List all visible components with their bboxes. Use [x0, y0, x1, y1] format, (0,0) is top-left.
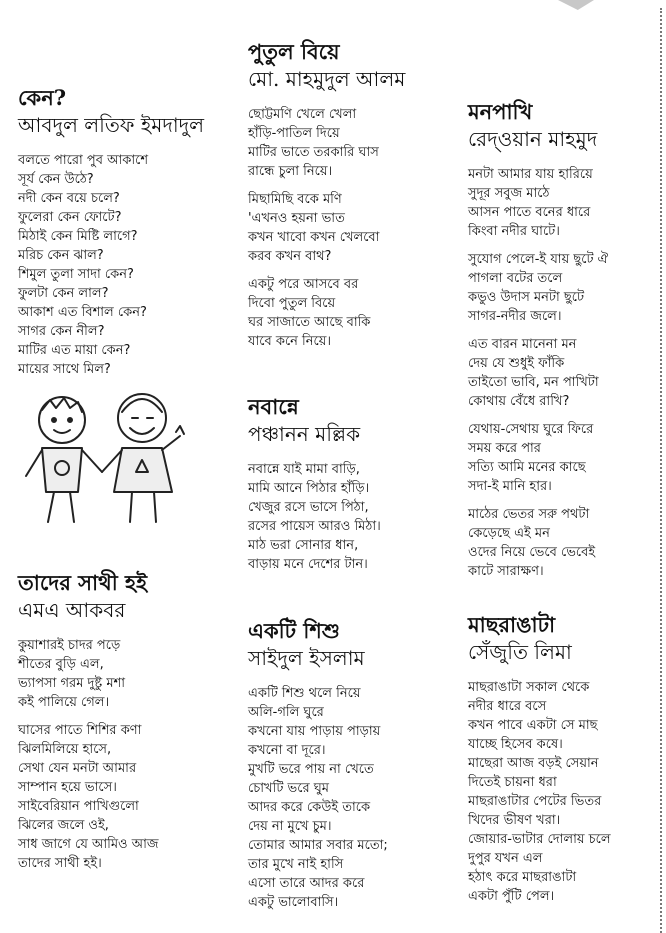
poem-line: দেয় যে শুধুই ফাঁকি — [468, 356, 565, 371]
stanza — [248, 190, 405, 266]
poem-line: সাইবেরিয়ান পাখিগুলো — [18, 799, 139, 814]
poem-line: ঘর সাজাতে আছে বাকি — [248, 315, 371, 330]
poem-author: মো. মাহমুদুল আলম — [248, 67, 406, 91]
poem-line: শিমুল তুলা সাদা কেন? — [18, 267, 134, 282]
poem-line: বাড়ায় মনে দেশের টান। — [248, 557, 368, 572]
stanza — [248, 275, 405, 351]
poem-line: মামি আনে পিঠার হাঁড়ি। — [248, 481, 370, 496]
poem-title: একটি শিশু — [248, 618, 340, 643]
poem-line: হাঁড়ি-পাতিল দিয়ে — [248, 126, 340, 141]
poem-body — [248, 105, 405, 351]
poem-line: যাবে কনে নিয়ে। — [248, 334, 332, 349]
poem-line: মিঠাই কেন মিষ্টি লাগে? — [18, 229, 138, 244]
poem-line: কখনো যায় পাড়ায় পাড়ায় — [248, 724, 381, 739]
poem-line: ভ্যাপসা গরম দুষ্টু মশা — [18, 676, 125, 691]
poem-line: ফুলেরা কেন ফোটে? — [18, 210, 122, 225]
poem-author: সেঁজুতি লিমা — [468, 640, 572, 664]
stanza — [468, 335, 608, 411]
poem-title: কেন? — [18, 85, 67, 110]
poem-line: কখন পাবে একটা সে মাছ — [468, 718, 598, 733]
poem-line: একটি শিশু থলে নিয়ে — [248, 686, 361, 701]
poem-line: ফুলটা কেন লাল? — [18, 286, 109, 301]
poem-line: মাঠের ভেতর সরু পথটা — [468, 507, 590, 522]
poem-line: আদর করে কেউই তাকে — [248, 800, 371, 815]
poem-line: সাধ জাগে যে আমিও আজ — [18, 837, 159, 852]
stanza — [18, 721, 159, 873]
poem-line: একটু পরে আসবে বর — [248, 277, 359, 292]
poem-line: সাগর কেন নীল? — [18, 324, 105, 339]
poem-line: একটা পুঁটি পেল। — [468, 889, 555, 904]
poem-line: দিতেই চায়না ধরা — [468, 775, 557, 790]
poem-ken — [18, 84, 204, 388]
poem-monpakhi — [468, 98, 608, 590]
poem-line: খেজুর রসে ভাসে পিঠা, — [248, 500, 369, 515]
poem-line: সুযোগ পেলে-ই যায় ছুটে ঐ — [468, 252, 609, 267]
poem-line: মাটির এত মায়া কেন? — [18, 343, 131, 358]
poem-line: মাটির ভাতে তরকারি ঘাস — [248, 145, 379, 160]
poem-line: তোমার আমার সবার মতো; — [248, 838, 388, 853]
stanza — [468, 420, 608, 496]
poem-line: মরিচ কেন ঝাল? — [18, 248, 104, 263]
poem-line: সত্যি আমি মনের কাছে — [468, 460, 586, 475]
poem-line: মাছরাঙাটার পেটের ভিতর — [468, 794, 602, 809]
poem-line: দেয় না মুখে চুম। — [248, 819, 332, 834]
poem-line: সাগর-নদীর জলে। — [468, 309, 562, 324]
poem-body — [18, 636, 159, 873]
stanza — [18, 636, 159, 712]
poem-line: রান্ধে চুলা নিয়ে। — [248, 164, 333, 179]
poem-author: এমএ আকবর — [18, 598, 126, 622]
poem-line: ওদের নিয়ে ভেবে ভেবেই — [468, 545, 596, 560]
poem-line: কখনো বা দূরে। — [248, 743, 326, 758]
poem-line: বলতে পারো পুব আকাশে — [18, 153, 149, 168]
poem-line: নবান্নে যাই মামা বাড়ি, — [248, 462, 360, 477]
children-illustration — [14, 388, 194, 528]
poem-line: মাঠ ভরা সোনার ধান, — [248, 538, 359, 553]
poem-line: আসন পাতে বনের ধারে — [468, 205, 591, 220]
poem-title: পুতুল বিয়ে — [248, 39, 340, 64]
poem-line: কখন খাবো কখন খেলবো — [248, 230, 380, 245]
poem-line: জোয়ার-ভাটার দোলায় চলে — [468, 832, 611, 847]
poem-title: তাদের সাথী হই — [18, 570, 148, 595]
poem-line: মনটা আমার যায় হারিয়ে — [468, 167, 593, 182]
poem-line: এত বারন মানেনা মন — [468, 337, 577, 352]
poem-author: পঞ্চানন মল্লিক — [248, 422, 361, 446]
poem-line: তাইতো ভাবি, মন পাখিটা — [468, 375, 599, 390]
poem-line: সেথা যেন মনটা আমার — [18, 761, 137, 776]
poem-line: ঝিলমিলিয়ে হাসে, — [18, 742, 112, 757]
poem-line: তাদের সাথী হই। — [18, 856, 102, 871]
poem-line: ঘাসের পাতে শিশির কণা — [18, 723, 142, 738]
stanza — [248, 105, 405, 181]
poem-line: আকাশ এত বিশাল কেন? — [18, 305, 147, 320]
poem-line: চোখটি ভরে ঘুম — [248, 781, 329, 796]
poem-line: খিদের ভীষণ খরা। — [468, 813, 561, 828]
poem-line: মিছামিছি বকে মণি — [248, 192, 342, 207]
poem-line: পাগলা বটের তলে — [468, 271, 563, 286]
dotted-page-edge — [660, 8, 662, 933]
poem-line: 'এখনও হয়না ভাত — [248, 211, 345, 226]
poem-putul-biye — [248, 38, 405, 360]
poem-line: সুদূর সবুজ মাঠে — [468, 186, 550, 201]
poem-line: নদী কেন বয়ে চলে? — [18, 191, 120, 206]
poem-ekti-shishu — [248, 617, 388, 921]
poem-line: কভুও উদাস মনটা ছুটে — [468, 290, 585, 305]
poem-line: ছোট্টমণি খেলে খেলা — [248, 107, 357, 122]
stanza — [248, 460, 381, 574]
poem-line: মাছেরা আজ বড়ই সেয়ান — [468, 756, 599, 771]
poem-line: সূর্য কেন উঠে? — [18, 172, 94, 187]
stanza — [468, 165, 608, 241]
poem-line: কিংবা নদীর ঘাটে। — [468, 224, 560, 239]
poem-line: মাছরাঙাটা সকাল থেকে — [468, 680, 590, 695]
stanza — [18, 151, 204, 379]
stanza — [468, 678, 611, 906]
poem-line: যাচ্ছে হিসেব কষে। — [468, 737, 563, 752]
poem-body — [468, 678, 611, 906]
poem-nobanne — [248, 393, 381, 583]
poem-machhrangata — [468, 611, 611, 915]
poem-line: সদা-ই মানি হার। — [468, 479, 552, 494]
stanza — [468, 505, 608, 581]
poem-line: অলি-গলি ঘুরে — [248, 705, 324, 720]
poem-body — [248, 684, 388, 912]
poem-line: মুখটি ভরে পায় না খেতে — [248, 762, 374, 777]
poem-line: কই পালিয়ে গেল। — [18, 695, 110, 710]
poem-line: সময় করে পার — [468, 441, 541, 456]
poem-line: মায়ের সাথে মিল? — [18, 362, 111, 377]
poem-title: মনপাখি — [468, 99, 533, 124]
poem-author: রেদ্ওয়ান মাহমুদ — [468, 127, 598, 151]
poem-line: সাম্পান হয়ে ভাসে। — [18, 780, 117, 795]
poem-line: নদীর ধারে বসে — [468, 699, 547, 714]
poem-line: এসো তারে আদর করে — [248, 876, 365, 891]
page-corner-mark — [558, 0, 594, 10]
poem-line: হঠাৎ করে মাছরাঙাটা — [468, 870, 577, 885]
poem-line: করব কখন বাথ? — [248, 249, 332, 264]
poem-line: যেথায়-সেথায় ঘুরে ফিরে — [468, 422, 594, 437]
poem-title: মাছরাঙাটা — [468, 612, 556, 637]
poem-tader-sathi-hoi — [18, 569, 159, 882]
poem-title: নবান্নে — [248, 394, 299, 419]
poem-line: একটু ভালোবাসি। — [248, 895, 339, 910]
poem-line: কুয়াশারই চাদর পড়ে — [18, 638, 121, 653]
poem-line: ঝিলের জলে ওই, — [18, 818, 109, 833]
poem-line: দুপুর যখন এল — [468, 851, 543, 866]
poem-body — [18, 151, 204, 379]
stanza — [248, 684, 388, 912]
poem-line: শীতের বুড়ি এল, — [18, 657, 104, 672]
poem-line: কাটে সারাক্ষণ। — [468, 564, 544, 579]
poem-line: কেড়েছে এই মন — [468, 526, 550, 541]
poem-body — [468, 165, 608, 581]
poem-line: তার মুখে নাই হাসি — [248, 857, 344, 872]
poem-line: দিবো পুতুল বিয়ে — [248, 296, 336, 311]
poem-author: আবদুল লতিফ ইমদাদুল — [18, 113, 205, 137]
stanza — [468, 250, 608, 326]
poem-line: রসের পায়েস আরও মিঠা। — [248, 519, 381, 534]
poem-body — [248, 460, 381, 574]
poem-author: সাইদুল ইসলাম — [248, 646, 365, 670]
poem-line: কোথায় বেঁধে রাখি? — [468, 394, 570, 409]
